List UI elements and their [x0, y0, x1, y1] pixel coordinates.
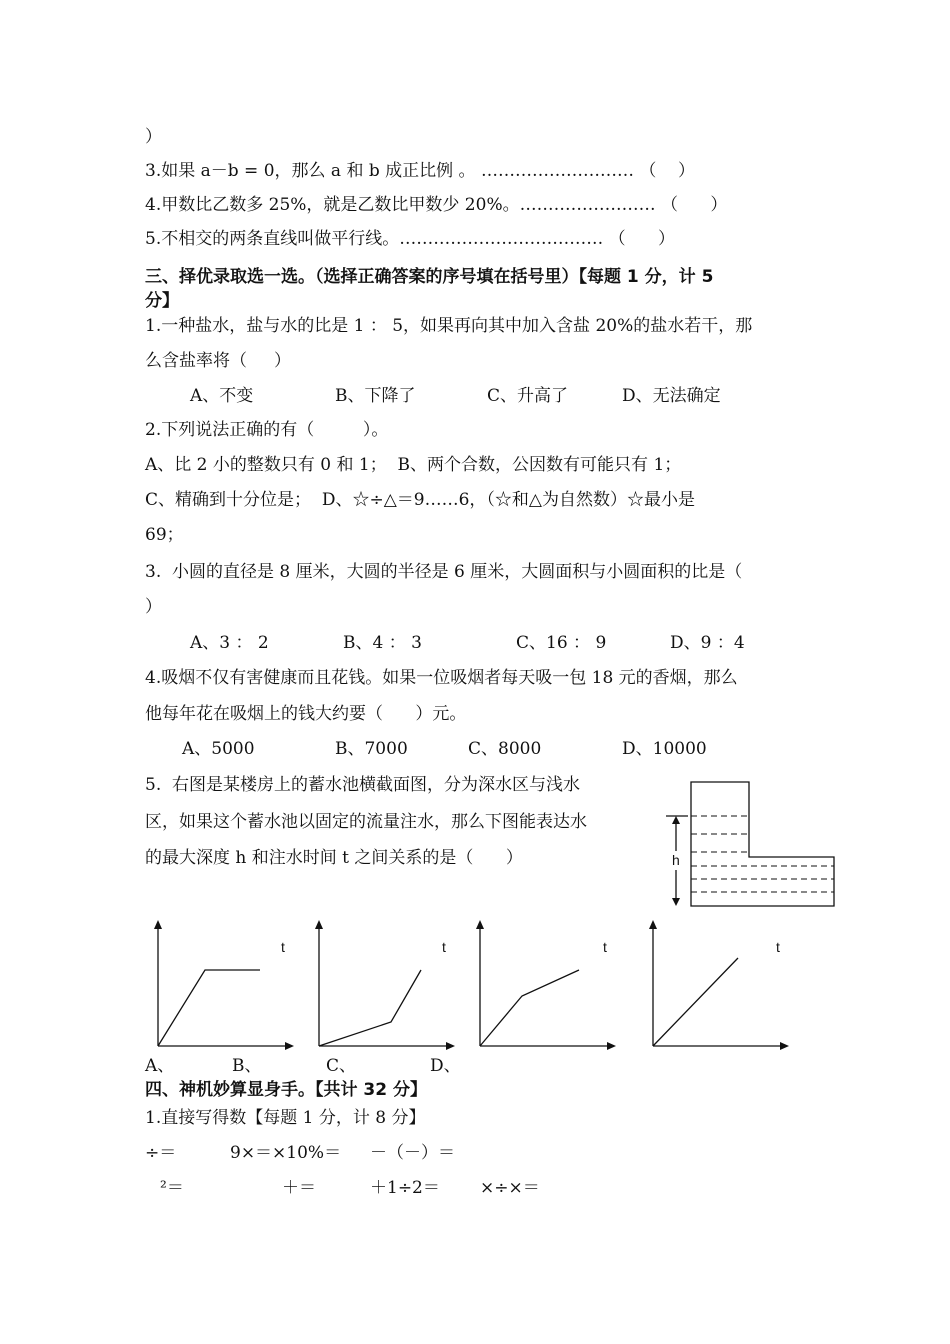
- s3-q2-line4: 69；: [145, 525, 184, 545]
- top-paren: ）: [145, 127, 162, 147]
- s3-q4-option-d: D、10000: [622, 739, 707, 759]
- calc-r1-c1: ÷＝: [145, 1143, 177, 1163]
- section3-heading-line1: 三、择优录取选一选。（选择正确答案的序号填在括号里）【每题 1 分，计 5: [145, 267, 714, 287]
- graph-option-a: [145, 918, 300, 1053]
- graph-a-t-label: t: [281, 939, 285, 955]
- s3-q1-option-d: D、无法确定: [622, 386, 721, 406]
- graph-b-t-label: t: [442, 939, 446, 955]
- s3-q1-option-a: A、不变: [190, 386, 254, 406]
- s3-q5-line3: 的最大深度 h 和注水时间 t 之间关系的是（ ）: [145, 848, 523, 868]
- s3-q4-option-b: B、7000: [335, 739, 408, 759]
- graph-d-t-label: t: [776, 939, 780, 955]
- s3-q4-line1: 4.吸烟不仅有害健康而且花钱。如果一位吸烟者每天吸一包 18 元的香烟，那么: [145, 668, 738, 688]
- graph-label-a: A、: [145, 1056, 175, 1076]
- s3-q3-option-d: D、9 ：4: [670, 633, 745, 653]
- s3-q4-option-c: C、8000: [468, 739, 542, 759]
- s3-q1-option-b: B、下降了: [335, 386, 416, 406]
- judgement-q5: 5.不相交的两条直线叫做平行线。……………………………… （ ）: [145, 229, 676, 249]
- s3-q1-line2: 么含盐率将（ ）: [145, 351, 292, 371]
- calc-r2-c3: ＋1÷2＝: [370, 1178, 440, 1198]
- graph-option-c: [467, 918, 622, 1053]
- graph-c-t-label: t: [603, 939, 607, 955]
- s3-q1-option-c: C、升高了: [487, 386, 569, 406]
- graph-label-d: D、: [430, 1056, 461, 1076]
- calc-r2-c2: ＋＝: [282, 1178, 316, 1198]
- calc-r1-c2: 9×＝×10%＝: [230, 1143, 342, 1163]
- calc-r1-c3: －（－）＝: [370, 1143, 455, 1163]
- s3-q2-line2: A、比 2 小的整数只有 0 和 1； B、两个合数，公因数有可能只有 1；: [145, 455, 682, 475]
- graph-option-b: [306, 918, 461, 1053]
- s3-q1-line1: 1.一种盐水，盐与水的比是 1 ： 5，如果再向其中加入含盐 20%的盐水若干，那: [145, 316, 753, 336]
- water-tank-diagram: [658, 778, 840, 910]
- s3-q3-line2: ）: [145, 597, 162, 617]
- s3-q4-option-a: A、5000: [182, 739, 255, 759]
- section4-sub1: 1.直接写得数【每题 1 分，计 8 分】: [145, 1108, 426, 1128]
- judgement-q3: 3.如果 a－b = 0，那么 a 和 b 成正比例 。 ……………………… （ ）: [145, 161, 695, 181]
- section4-heading: 四、神机妙算显身手。【共计 32 分】: [145, 1080, 427, 1100]
- s3-q3-line1: 3. 小圆的直径是 8 厘米，大圆的半径是 6 厘米，大圆面积与小圆面积的比是（: [145, 562, 743, 582]
- calc-r2-c1: ²＝: [160, 1178, 184, 1198]
- graph-option-d: [640, 918, 795, 1053]
- s3-q5-line2: 区，如果这个蓄水池以固定的流量注水，那么下图能表达水: [145, 812, 587, 832]
- section3-heading-line2: 分】: [145, 291, 179, 311]
- s3-q5-line1: 5. 右图是某楼房上的蓄水池横截面图，分为深水区与浅水: [145, 775, 581, 795]
- s3-q3-option-a: A、3 ： 2: [190, 633, 269, 653]
- s3-q4-line2: 他每年花在吸烟上的钱大约要（ ）元。: [145, 704, 467, 724]
- tank-h-label: h: [672, 852, 680, 868]
- graph-label-c: C、: [326, 1056, 357, 1076]
- graph-label-b: B、: [232, 1056, 262, 1076]
- judgement-q4: 4.甲数比乙数多 25%，就是乙数比甲数少 20%。…………………… （ ）: [145, 195, 728, 215]
- s3-q3-option-b: B、4 ： 3: [343, 633, 422, 653]
- s3-q3-option-c: C、16 ： 9: [516, 633, 607, 653]
- calc-r2-c4: ×÷×＝: [480, 1178, 540, 1198]
- s3-q2-line3: C、精确到十分位是； D、☆÷△＝9……6，（☆和△为自然数）☆最小是: [145, 490, 695, 510]
- s3-q2-line1: 2.下列说法正确的有（ ）。: [145, 420, 389, 440]
